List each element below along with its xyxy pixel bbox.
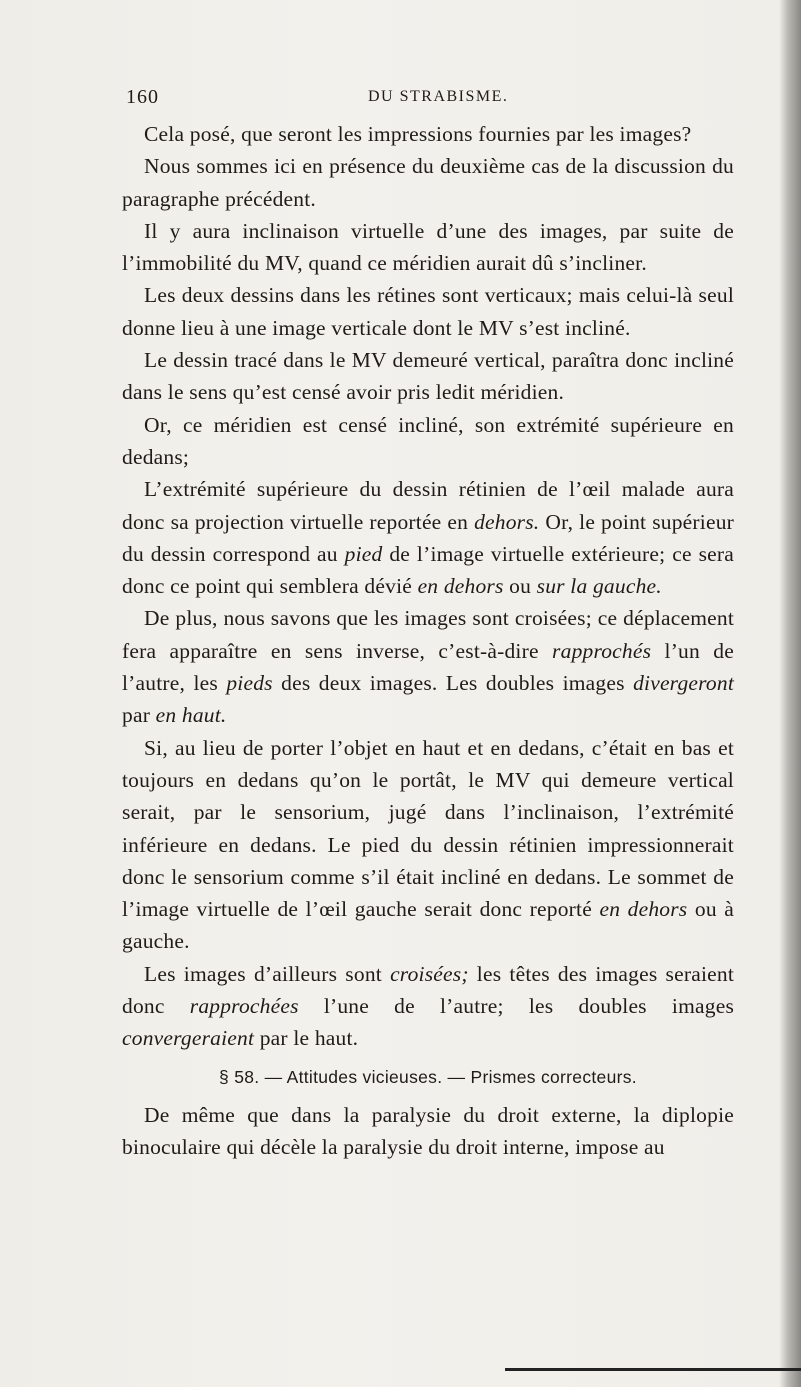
italic-run: en dehors <box>417 574 504 599</box>
italic-run: pieds <box>226 671 273 696</box>
italic-run: en haut. <box>155 703 227 728</box>
final-paragraph: De même que dans la paralysie du droit externe, la diplopie binoculaire qui décèle la paralysie du droit interne, impose au <box>122 1102 734 1160</box>
paragraph <box>122 473 734 602</box>
italic-run: pied <box>344 541 383 566</box>
italic-run: rapprochées <box>189 994 299 1019</box>
paragraph <box>122 344 734 409</box>
paragraph <box>122 215 734 280</box>
italic-run: croisées; <box>390 961 469 986</box>
paragraph <box>122 279 734 344</box>
text-run: Le dessin tracé dans le MV demeuré vertical, paraîtra donc incliné dans le sens qu’est censé avoir pris ledit méridien. <box>122 348 734 405</box>
text-run: l’un de l’autre, les <box>122 638 734 696</box>
text-run: par le haut. <box>254 1026 359 1051</box>
text-run: Il y aura inclinaison virtuelle d’une des images, par suite de l’immobilité du MV, quand ce méridien aurait dû s’incliner. <box>122 218 734 276</box>
section-heading: § 58. — Attitudes vicieuses. — Prismes correcteurs. <box>219 1066 637 1087</box>
text-run: De plus, nous savons que les images sont croisées; ce déplacement fera apparaître en sens inverse, c’est-à-dire <box>122 606 734 663</box>
text-run: ou à gauche. <box>122 897 735 954</box>
text-run: Si, au lieu de porter l’objet en haut et en dedans, c’était en bas et toujours en dedans qu’on le portât, le MV qui demeure vertical serait, par le sensorium, jugé dans l’inclinaison, l’extrémité inférieure en dedans. Le pied du dessin rétinien impressionnerait donc le sensorium comme s’il était incliné en dedans. Le sommet de l’image virtuelle de l’œil gauche serait donc reporté <box>122 735 734 922</box>
text-run: de l’image virtuelle extérieure; ce sera donc ce point qui semblera dévié <box>122 541 734 599</box>
paragraph <box>122 958 734 1055</box>
running-head <box>126 86 726 110</box>
text-run: Les deux dessins dans les rétines sont verticaux; mais celui-là seul donne lieu à une image verticale dont le MV s’est incliné. <box>122 283 734 340</box>
paragraph <box>122 732 734 958</box>
paragraph <box>122 409 734 474</box>
text-run: les têtes des images seraient donc <box>122 961 734 1019</box>
paragraph-list <box>122 118 734 1055</box>
text-run: Nous sommes ici en présence du deuxième cas de la discussion du paragraphe précédent. <box>122 154 734 211</box>
italic-run: convergeraient <box>122 1026 255 1051</box>
text-run: des deux images. Les doubles images <box>272 671 634 696</box>
running-title: DU STRABISME. <box>368 88 509 105</box>
page-number: 160 <box>126 86 159 108</box>
text-run: Cela posé, que seront les impressions fournies par les images? <box>144 122 692 146</box>
page-edge-shadow <box>779 0 801 1387</box>
text-run: L’extrémité supérieure du dessin rétinien de l’œil malade aura donc sa projection virtuelle reportée en <box>122 477 734 534</box>
text-run: par <box>122 703 156 728</box>
italic-run: en dehors <box>599 897 688 922</box>
paragraph <box>122 118 734 150</box>
italic-run: rapprochés <box>552 638 652 663</box>
body-text <box>122 118 734 1164</box>
text-run: Les images d’ailleurs sont <box>144 961 391 986</box>
bottom-rule <box>505 1368 801 1371</box>
text-run: Or, ce méridien est censé incliné, son extrémité supérieure en dedans; <box>122 412 734 469</box>
italic-run: dehors. <box>474 509 540 534</box>
text-run: ou <box>503 574 537 599</box>
italic-run: sur la gauche. <box>536 574 662 599</box>
italic-run: divergeront <box>633 671 734 696</box>
paragraph <box>122 602 734 731</box>
text-run: Or, le point supérieur du dessin correspond au <box>122 509 734 566</box>
paragraph <box>122 150 734 215</box>
text-run: l’une de l’autre; les doubles images <box>298 994 735 1019</box>
